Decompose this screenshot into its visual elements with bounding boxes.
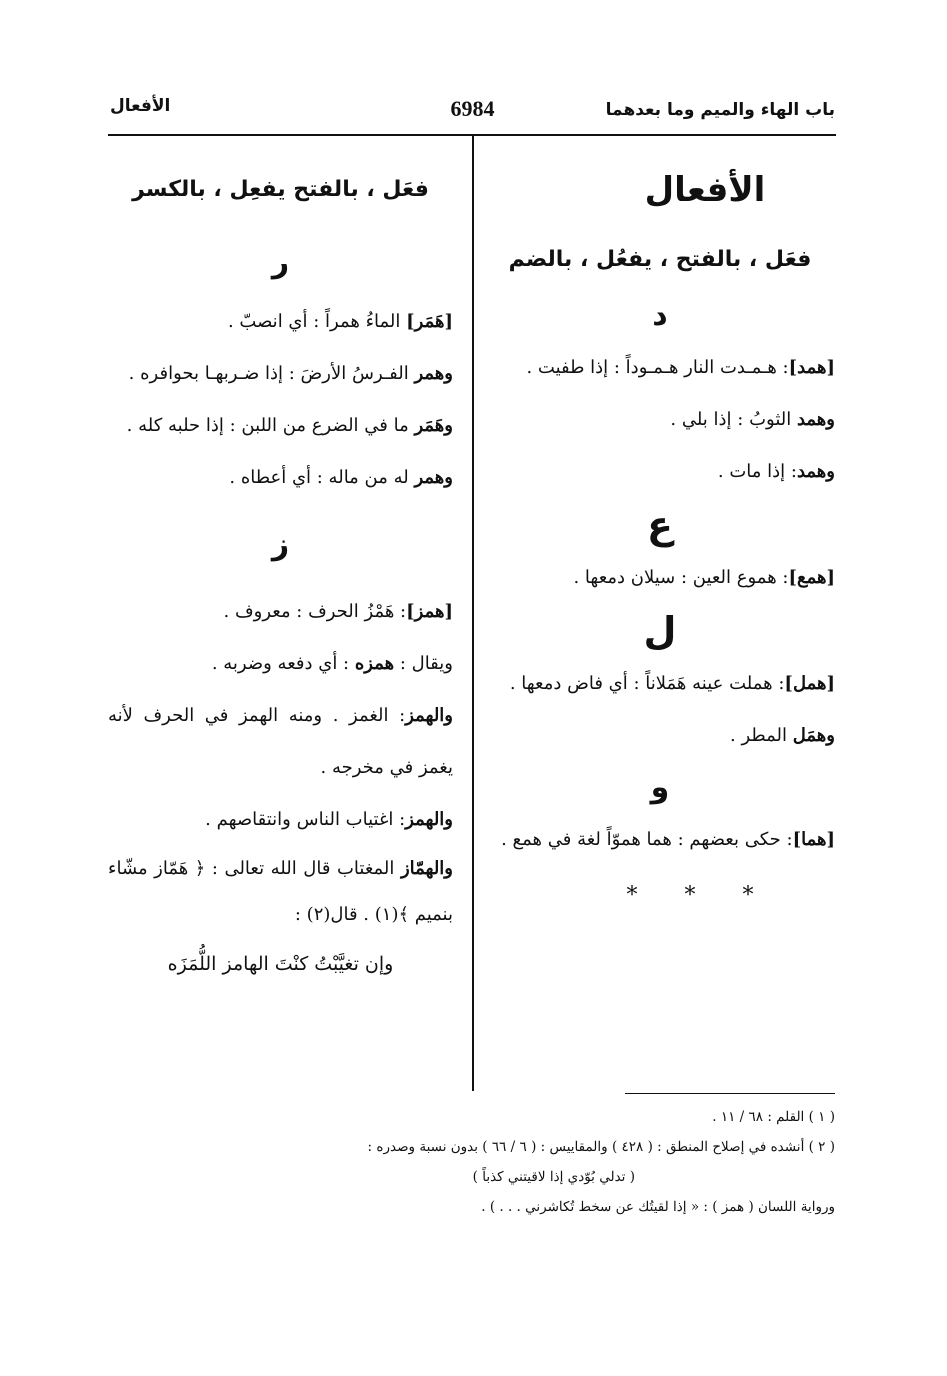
entry-hama — [485, 552, 835, 604]
entry-term: والهمّاز — [400, 858, 453, 879]
pattern-heading: فعَل ، بالفتح ، يفعُل ، بالضم — [508, 247, 812, 272]
entry-term: وهَمَر — [414, 415, 453, 436]
entry-hamal — [485, 658, 835, 710]
entry-text: : إذا مات . — [717, 461, 797, 482]
entry-hamz-3 — [108, 690, 453, 794]
entry-text: المغتاب قال الله تعالى : ﴿ هَمّاز مشّاء بنميم ﴾(١) . قال(٢) : — [108, 858, 453, 925]
entry-hamd-2 — [485, 394, 835, 446]
letter-heading-zay: ز — [271, 527, 290, 562]
entry-text: : هموع العين : سيلان دمعها . — [573, 567, 789, 588]
entry-hamd-3 — [485, 446, 835, 498]
entry-hamd — [485, 342, 835, 394]
chapter-title: باب الهاء والميم وما بعدهما — [605, 100, 835, 120]
entry-term: والهمز — [405, 705, 453, 726]
page-number: 6984 — [450, 96, 495, 121]
entry-hamal-2 — [485, 710, 835, 762]
footnote-1: ( ١ ) القلم : ٦٨ / ١١ . — [712, 1109, 835, 1125]
entry-hama-waw — [485, 814, 835, 866]
entry-text: : هَمْزُ الحرف : معروف . — [223, 601, 407, 622]
entry-hamz — [108, 586, 453, 638]
entry-prefix: ويقال : — [394, 653, 453, 674]
letter-heading-waw: و — [650, 770, 670, 805]
footnotes — [115, 1102, 835, 1222]
entry-term: وهمد — [796, 461, 835, 482]
entry-text: ما في الضرع من اللبن : إذا حلبه كله . — [126, 415, 415, 436]
entry-text: الثوبُ : إذا بلي . — [670, 409, 797, 430]
footnote-3: ورواية اللسان ( همز ) : « إذا لقيتُك عن سخط تُكاشرني . . . ) . — [481, 1199, 835, 1215]
entry-term: [همز] — [406, 601, 453, 622]
right-column — [485, 150, 835, 926]
letter-heading-ra: ر — [271, 245, 290, 280]
section-title: الأفعال — [110, 96, 171, 116]
entry-text: : اغتياب الناس وانتقاصهم . — [205, 809, 406, 830]
entry-term: [هما] — [792, 829, 835, 850]
running-head — [110, 92, 835, 132]
entry-hamar — [108, 296, 453, 348]
section-end-stars: * * * — [626, 883, 774, 908]
entry-term: [همد] — [788, 357, 835, 378]
pattern-heading: فعَل ، بالفتح يفعِل ، بالكسر — [132, 177, 429, 202]
letter-heading-ain: ع — [647, 503, 673, 547]
entry-term: وهمد — [796, 409, 835, 430]
entry-hamar-3 — [108, 400, 453, 452]
entry-term: وهمر — [414, 363, 453, 384]
entry-text: : أي دفعه وضربه . — [211, 653, 355, 674]
entry-text: : هـمـدت النار هـمـوداً : إذا طفيت . — [526, 357, 789, 378]
footnote-2-verse: ( تدلي بُوّدي إذا لاقيتني كذباً ) — [472, 1169, 635, 1185]
letter-heading-dal: د — [652, 298, 668, 333]
entry-text: الماءُ همراً : أي انصبّ . — [227, 311, 407, 332]
entry-hamar-2 — [108, 348, 453, 400]
entry-text: الفـرسُ الأرضَ : إذا ضـربهـا بحوافره . — [128, 363, 415, 384]
entry-term: والهمز — [405, 809, 453, 830]
entry-hammaz — [108, 846, 453, 938]
left-column — [108, 150, 453, 990]
entry-text: المطر . — [730, 725, 793, 746]
entry-term: [همع] — [788, 567, 835, 588]
entry-text: : هملت عينه هَمَلاناً : أي فاض دمعها . — [509, 673, 785, 694]
entry-term: [همل] — [784, 673, 835, 694]
main-title: الأفعال — [644, 170, 766, 210]
entry-term: [هَمَر] — [406, 311, 453, 332]
entry-text: له من ماله : أي أعطاه . — [229, 467, 415, 488]
entry-text: : حكى بعضهم : هما هموّاً لغة في همع . — [501, 829, 793, 850]
footnote-2: ( ٢ ) أنشده في إصلاح المنطق : ( ٤٢٨ ) والمقاييس : ( ٦ / ٦٦ ) بدون نسبة وصدره : — [367, 1139, 835, 1155]
letter-heading-lam: ل — [643, 609, 677, 653]
entry-term: همزه — [354, 653, 395, 674]
poetry-verse: وإن تغيَّبْتُ كنْتَ الهامز اللُّمَزَه — [167, 953, 394, 975]
entry-hamz-4 — [108, 794, 453, 846]
entry-text: : الغمز . ومنه الهمز في الحرف لأنه يغمز في مخرجه . — [108, 705, 453, 778]
entry-hamz-2 — [108, 638, 453, 690]
entry-term: وهمَل — [792, 725, 835, 746]
entry-hamar-4 — [108, 452, 453, 504]
column-divider — [472, 136, 474, 1091]
entry-term: وهمر — [414, 467, 453, 488]
footnote-rule — [625, 1093, 835, 1094]
